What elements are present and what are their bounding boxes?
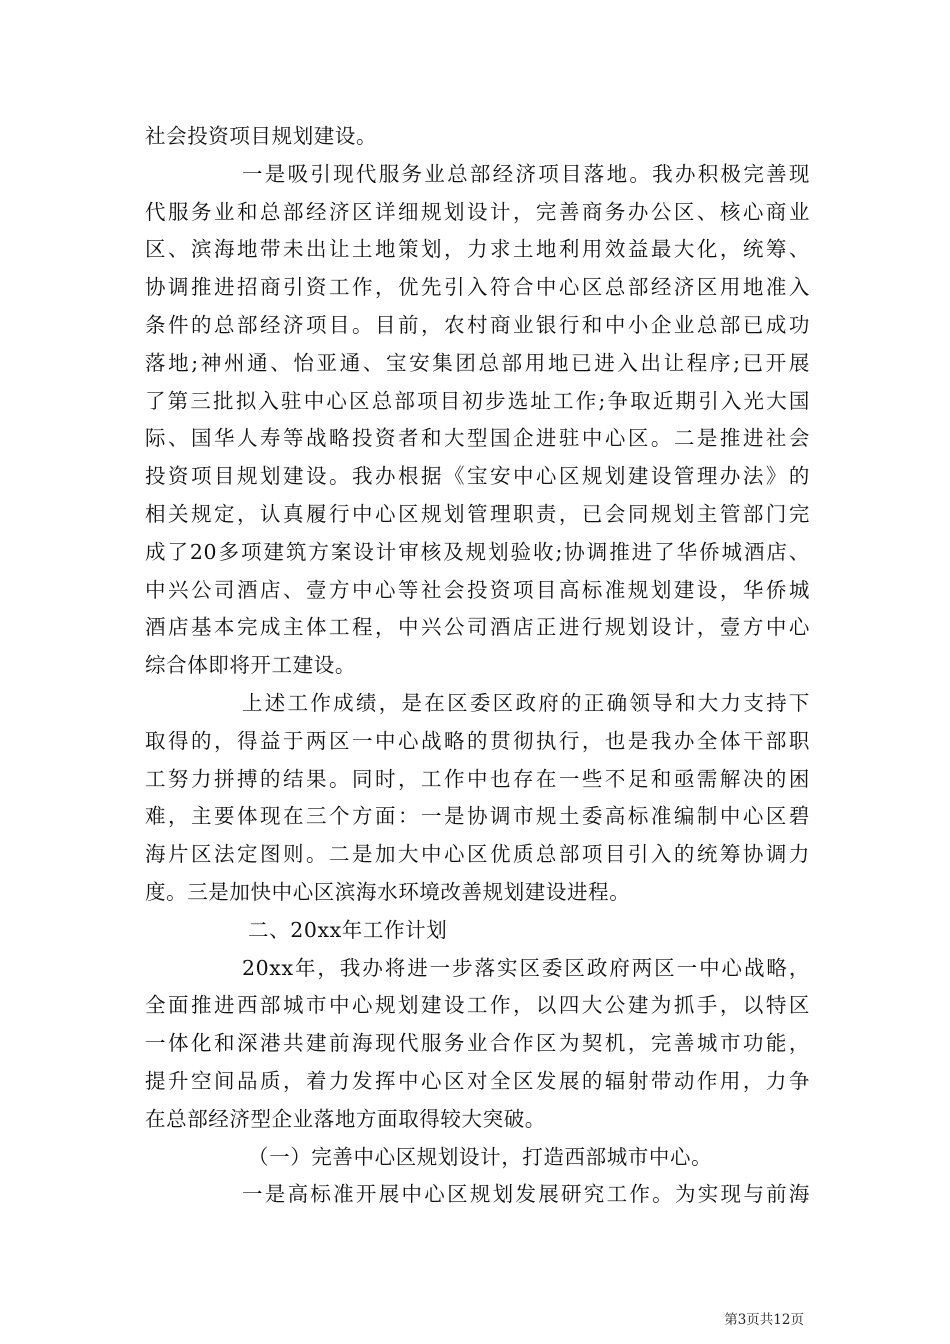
section-heading: 二、20xx年工作计划 [248, 917, 448, 942]
text-line: 了第三批拟入驻中心区总部项目初步选址工作;争取近期引入光大国 [145, 388, 810, 413]
text-line: 协调推进招商引资工作，优先引入符合中心区总部经济区用地准入 [145, 275, 810, 300]
text-line: 相关规定，认真履行中心区规划管理职责，已会同规划主管部门完 [145, 501, 810, 526]
text-line: 度。三是加快中心区滨海水环境改善规划建设进程。 [145, 879, 631, 904]
text-line: 条件的总部经济项目。目前，农村商业银行和中小企业总部已成功 [145, 312, 810, 337]
text-line: 落地;神州通、怡亚通、宝安集团总部用地已进入出让程序;已开展 [145, 350, 810, 375]
text-line: 代服务业和总部经济区详细规划设计，完善商务办公区、核心商业 [145, 199, 810, 224]
text-line: 20xx年，我办将进一步落实区委区政府两区一中心战略， [242, 955, 810, 980]
text-line: 一是吸引现代服务业总部经济项目落地。我办积极完善现 [242, 161, 810, 186]
subsection-heading: （一）完善中心区规划设计，打造西部城市中心。 [248, 1144, 713, 1169]
text-line: 取得的，得益于两区一中心战略的贯彻执行，也是我办全体干部职 [145, 728, 810, 753]
text-line: 工努力拼搏的结果。同时，工作中也存在一些不足和亟需解决的困 [145, 766, 810, 791]
text-line: 提升空间品质，着力发挥中心区对全区发展的辐射带动作用，力争 [145, 1068, 810, 1093]
text-line: 成了20多项建筑方案设计审核及规划验收;协调推进了华侨城酒店、 [145, 539, 810, 564]
text-line: 中兴公司酒店、壹方中心等社会投资项目高标准规划建设，华侨城 [145, 577, 810, 602]
text-line: 区、滨海地带未出让土地策划，力求土地利用效益最大化，统筹、 [145, 237, 810, 262]
text-line: 上述工作成绩，是在区委区政府的正确领导和大力支持下 [242, 690, 810, 715]
document-body [145, 118, 810, 1214]
text-line: 一体化和深港共建前海现代服务业合作区为契机，完善城市功能， [145, 1031, 810, 1056]
text-line: 投资项目规划建设。我办根据《宝安中心区规划建设管理办法》的 [145, 464, 810, 489]
text-line: 综合体即将开工建设。 [145, 653, 356, 678]
text-line: 际、国华人寿等战略投资者和大型国企进驻中心区。二是推进社会 [145, 426, 810, 451]
text-line: 社会投资项目规划建设。 [145, 124, 378, 148]
text-line: 难，主要体现在三个方面：一是协调市规土委高标准编制中心区碧 [145, 804, 810, 829]
text-line: 一是高标准开展中心区规划发展研究工作。为实现与前海 [242, 1182, 810, 1207]
text-line: 全面推进西部城市中心规划建设工作，以四大公建为抓手，以特区 [145, 993, 810, 1018]
page-number-footer: 第3页共12页 [724, 1312, 804, 1328]
text-line: 酒店基本完成主体工程，中兴公司酒店正进行规划设计，壹方中心 [145, 615, 810, 640]
text-line: 在总部经济型企业落地方面取得较大突破。 [145, 1106, 546, 1131]
text-line: 海片区法定图则。二是加大中心区优质总部项目引入的统筹协调力 [145, 842, 810, 867]
